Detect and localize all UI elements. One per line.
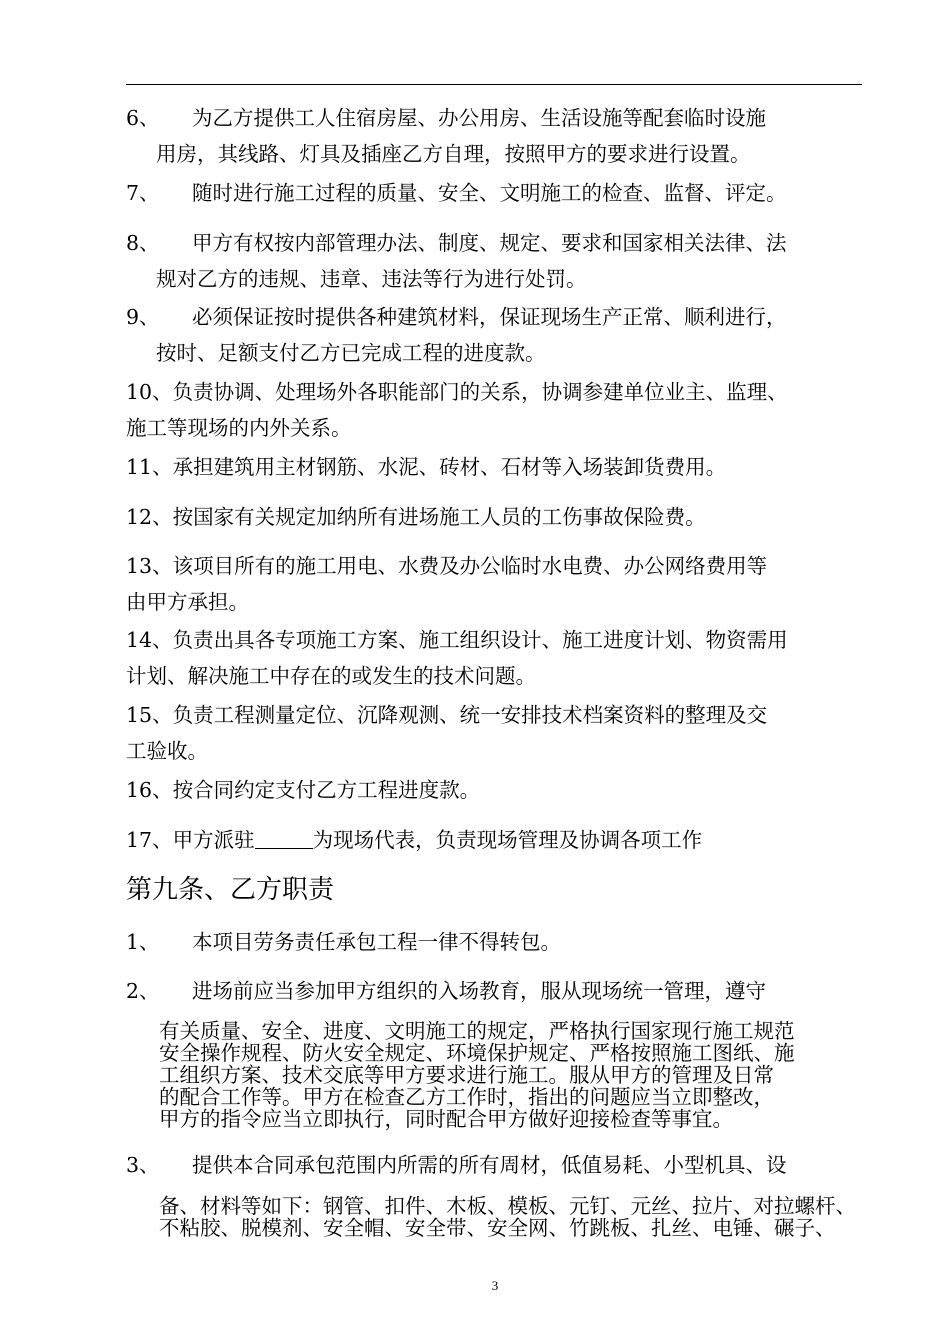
item-number: 7、 — [126, 181, 160, 205]
item-text: 15、负责工程测量定位、沉降观测、统一安排技术档案资料的整理及交 — [126, 703, 768, 727]
item-number: 6、 — [126, 106, 160, 130]
duty-item-2-cont — [159, 1020, 869, 1130]
duty-item-3 — [126, 1147, 866, 1183]
item-number: 1、 — [126, 930, 160, 954]
item-line: 安全操作规程、防火安全规定、环境保护规定、严格按照施工图纸、施 — [159, 1041, 795, 1065]
item-number: 3、 — [126, 1153, 160, 1177]
item-text: 随时进行施工过程的质量、安全、文明施工的检查、监督、评定。 — [192, 181, 787, 205]
fill-in-blank — [255, 826, 313, 849]
section-heading: 第九条、乙方职责 — [126, 875, 335, 905]
item-number: 9、 — [126, 305, 160, 329]
item-text: 进场前应当参加甲方组织的入场教育，服从现场统一管理，遵守 — [192, 979, 766, 1003]
item-text: 17、甲方派驻 — [126, 828, 255, 852]
list-item-6 — [126, 100, 866, 172]
item-text-cont: 计划、解决施工中存在的或发生的技术问题。 — [126, 664, 536, 688]
item-text: 16、按合同约定支付乙方工程进度款。 — [126, 778, 481, 802]
item-text: 13、该项目所有的施工用电、水费及办公临时水电费、办公网络费用等 — [126, 554, 768, 578]
item-text: 12、按国家有关规定加纳所有进场施工人员的工伤事故保险费。 — [126, 505, 706, 529]
list-item-8 — [126, 225, 866, 297]
item-text: 甲方有权按内部管理办法、制度、规定、要求和国家相关法律、法 — [192, 231, 787, 255]
item-text: 14、负责出具各专项施工方案、施工组织设计、施工进度计划、物资需用 — [126, 628, 788, 652]
header-rule — [126, 84, 862, 85]
item-line: 甲方的指令应当立即执行，同时配合甲方做好迎接检查等事宜。 — [159, 1107, 733, 1131]
item-line: 工组织方案、技术交底等甲方要求进行施工。服从甲方的管理及日常 — [159, 1063, 774, 1087]
item-text: 11、承担建筑用主材钢筋、水泥、砖材、石材等入场装卸货费用。 — [126, 455, 727, 479]
list-item-14 — [126, 622, 866, 694]
list-item-13 — [126, 548, 866, 620]
item-text-cont: 为现场代表，负责现场管理及协调各项工作 — [312, 828, 703, 852]
duty-item-1 — [126, 924, 866, 960]
list-item-17 — [126, 822, 866, 858]
item-text-cont: 按时、足额支付乙方已完成工程的进度款。 — [156, 341, 546, 365]
item-text: 本项目劳务责任承包工程一律不得转包。 — [192, 930, 561, 954]
item-text-cont: 用房，其线路、灯具及插座乙方自理，按照甲方的要求进行设置。 — [156, 142, 751, 166]
item-text: 为乙方提供工人住宿房屋、办公用房、生活设施等配套临时设施 — [192, 106, 766, 130]
item-text: 必须保证按时提供各种建筑材料，保证现场生产正常、顺利进行， — [192, 305, 787, 329]
item-number: 2、 — [126, 979, 160, 1003]
item-text: 提供本合同承包范围内所需的所有周材，低值易耗、小型机具、设 — [192, 1153, 787, 1177]
item-line: 有关质量、安全、进度、文明施工的规定，严格执行国家现行施工规范 — [159, 1019, 795, 1043]
item-text-cont: 施工等现场的内外关系。 — [126, 416, 352, 440]
item-line: 备、材料等如下：钢管、扣件、木板、模板、元钉、元丝、拉片、对拉螺杆、 — [159, 1194, 856, 1218]
duty-item-2 — [126, 973, 866, 1009]
item-text: 10、负责协调、处理场外各职能部门的关系，协调参建单位业主、监理、 — [126, 380, 788, 404]
list-item-16 — [126, 772, 866, 808]
list-item-7 — [126, 175, 866, 211]
item-text-cont: 工验收。 — [126, 739, 208, 763]
page-number: 3 — [491, 1278, 499, 1293]
list-item-11 — [126, 449, 866, 485]
list-item-12 — [126, 499, 866, 535]
item-line: 的配合工作等。甲方在检查乙方工作时，指出的问题应当立即整改， — [159, 1085, 774, 1109]
list-item-10 — [126, 374, 866, 446]
item-text-cont: 由甲方承担。 — [126, 590, 249, 614]
item-number: 8、 — [126, 231, 160, 255]
item-text-cont: 规对乙方的违规、违章、违法等行为进行处罚。 — [156, 267, 587, 291]
item-line: 不粘胶、脱模剂、安全帽、安全带、安全网、竹跳板、扎丝、电锤、碾子、 — [159, 1216, 836, 1240]
list-item-15 — [126, 697, 866, 769]
list-item-9 — [126, 299, 866, 371]
duty-item-3-cont — [159, 1195, 869, 1239]
